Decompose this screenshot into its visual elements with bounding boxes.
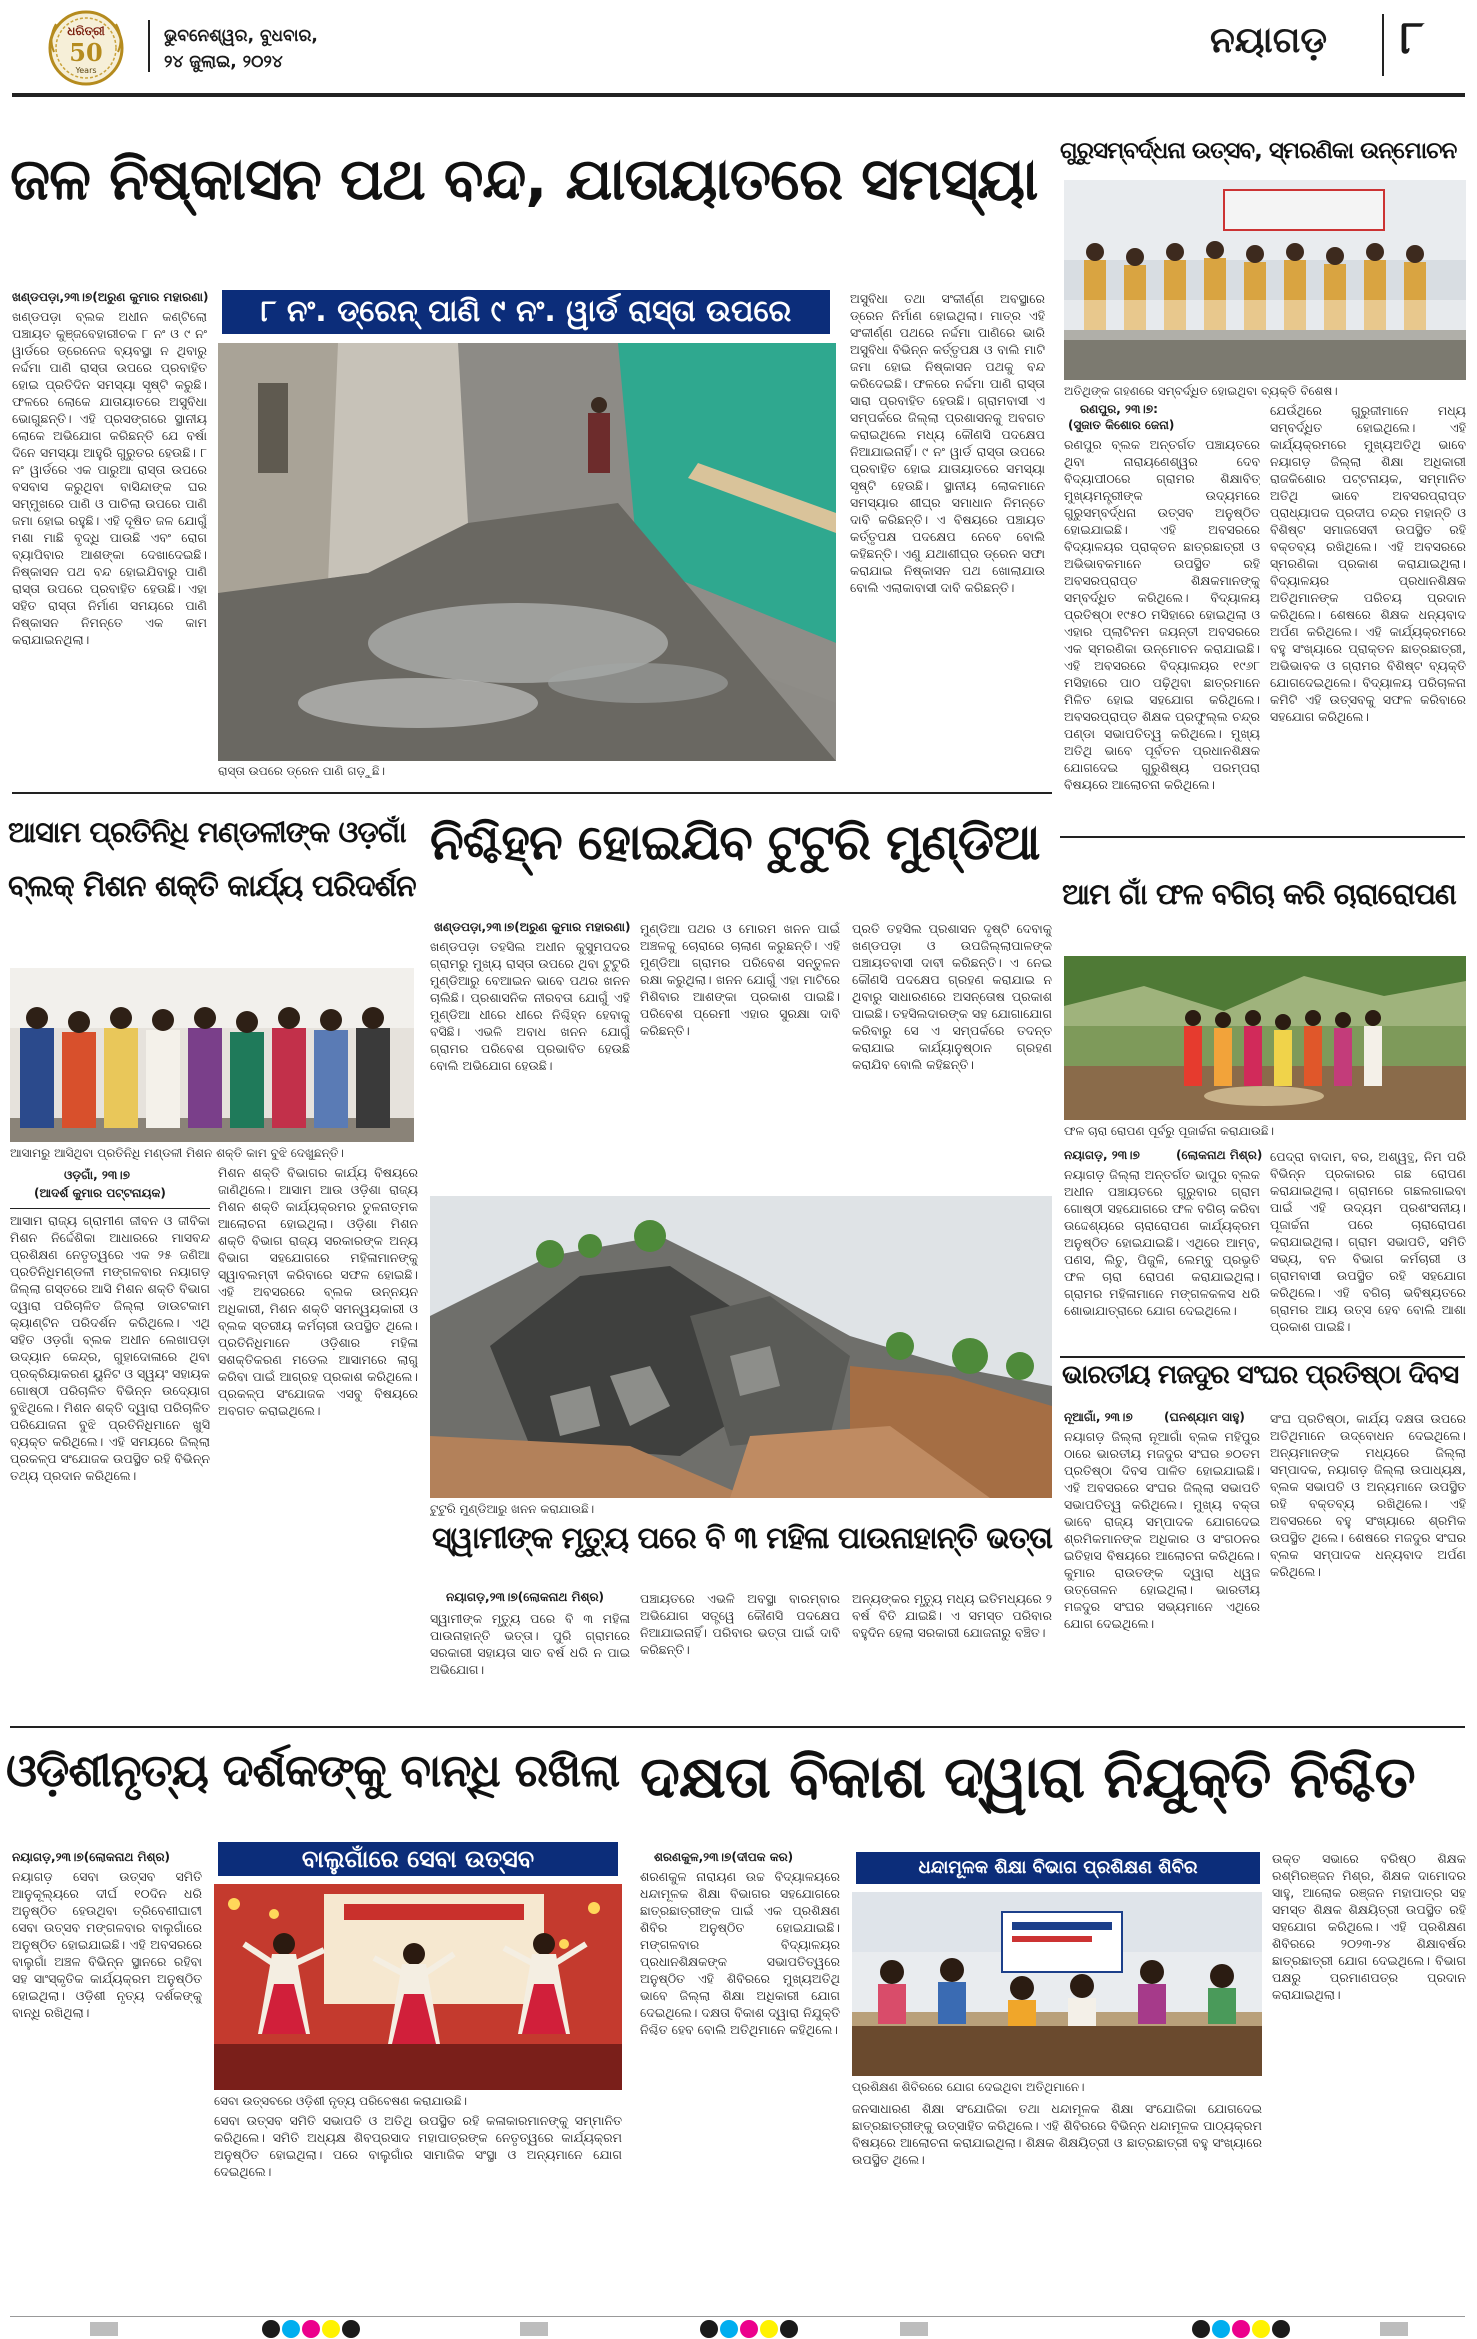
footer-grey-box-4 [1380,2322,1408,2336]
story7-headline: ସ୍ୱାମୀଙ୍କ ମୃତ୍ୟୁ ପରେ ବି ୩ ମହିଳା ପାଉନାହାନ୍ତି ଭତ୍ତା [432,1521,1053,1556]
story9-col1: ଶରଣକୁଳ ନାରାୟଣ ଉଚ୍ଚ ବିଦ୍ୟାଳୟରେ ଧନ୍ଦାମୂଳକ ଶିକ୍ଷା ବିଭାଗର ସହଯୋଗରେ ଛାତ୍ରଛାତ୍ରୀଙ୍କ ପାଇଁ ଏକ ପ୍ରଶିକ୍ଷଣ ଶିବିର ଅନୁଷ୍ଠିତ ହୋଇଯାଇଛି। ମଙ୍ଗଳବାର ବିଦ୍ୟାଳୟର ପ୍ରଧାନଶିକ୍ଷକଙ୍କ ସଭାପତିତ୍ୱରେ ଅନୁଷ୍ଠିତ ଏହି ଶିବିରରେ ମୁଖ୍ୟଅତିଥି ଭାବେ ଜିଲ୍ଲା ଶିକ୍ଷା ଅଧିକାରୀ ଯୋଗ ଦେଇଥିଲେ। ଦକ୍ଷତା ବିକାଶ ଦ୍ୱାରା ନିଯୁକ୍ତି ନିଶ୍ଚିତ ହେବ ବୋଲି ଅତିଥିମାନେ କହିଥିଲେ। [640,1869,840,2037]
story3-dateline: ଓଡ଼ଗାଁ, ୨୩।୭ [64,1168,131,1182]
story6-byline: (ଘନଶ୍ୟାମ ସାହୁ) [1164,1410,1245,1424]
story5-headline: ଆମ ଗାଁ ଫଳ ବଗିଚା କରି ଚାରାରୋପଣ [1062,877,1456,911]
reg-mark-black-2 [1272,2320,1290,2338]
story4-col2: ମୁଣ୍ଡିଆ ପଥର ଓ ମୋରମ ଖନନ ପାଇଁ ଅଞ୍ଚଳକୁ ଚୋରାରେ ଚାଲାଣ କରୁଛନ୍ତି। ଏହି ମୁଣ୍ଡିଆ ଗ୍ରାମର ପରିବେଶ ସନ୍ତୁଳନ ରକ୍ଷା କରୁଥିଲା। ଖନନ ଯୋଗୁଁ ଏହା ମାଟିରେ ମିଶିବାର ଆଶଙ୍କା ପ୍ରକାଶ ପାଇଛି। ପରିବେଶ ପ୍ରେମୀ ଏହାର ସୁରକ୍ଷା ଦାବି କରିଛନ୍ତି। [640,921,840,1038]
story2-photo-caption: ଅତିଥିଙ୍କ ଗହଣରେ ସମ୍ବର୍ଦ୍ଧିତ ହୋଇଥିବା ବ୍ୟକ୍ତି ବିଶେଷ। [1064,384,1338,398]
story5-dateline: ନୟାଗଡ଼, ୨୩।୭ [1064,1148,1140,1162]
story5-col1: ନୟାଗଡ଼ ଜିଲ୍ଲା ଅନ୍ତର୍ଗତ ଭାପୁର ବ୍ଲକ ଅଧୀନ ପଞ୍ଚାୟତରେ ଗୁରୁବାର ଗ୍ରାମ ଗୋଷ୍ଠୀ ସହଯୋଗରେ ଫଳ ବଗିଚା କରିବା ଉଦ୍ଦେଶ୍ୟରେ ଚାରାରୋପଣ କାର୍ଯ୍ୟକ୍ରମ ଅନୁଷ୍ଠିତ ହୋଇଯାଇଛି। ଏଥିରେ ଆମ୍ବ, ପଣସ, ଲିଚୁ, ପିଜୁଳି, ଲେମ୍ବୁ ପ୍ରଭୃତି ଫଳ ଚାରା ରୋପଣ କରାଯାଇଥିଲା। ଗ୍ରାମର ମହିଳାମାନେ ମଙ୍ଗଳକଳସ ଧରି ଶୋଭାଯାତ୍ରାରେ ଯୋଗ ଦେଇଥିଲେ। [1064,1167,1260,1318]
story8-dateline: ନୟାଗଡ଼,୨୩।୭(ଲୋକନାଥ ମିଶ୍ର) [12,1850,171,1864]
story2-headline: ଗୁରୁସମ୍ବର୍ଦ୍ଧନା ଉତ୍ସବ, ସ୍ମରଣିକା ଉନ୍ମୋଚନ [1060,138,1457,164]
registration-marks-center [700,2320,800,2338]
story3-headline-2: ବ୍ଲକ୍ ମିଶନ ଶକ୍ତି କାର୍ଯ୍ୟ ପରିଦର୍ଶନ [8,869,416,904]
story8-col2: ସେବା ଉତ୍ସବ ସମିତି ସଭାପତି ଓ ଅତିଥି ଉପସ୍ଥିତ ରହି କଳାକାରମାନଙ୍କୁ ସମ୍ମାନିତ କରିଥିଲେ। ସମିତି ଅଧ୍ୟକ୍ଷ ଶିବପ୍ରସାଦ ମହାପାତ୍ରଙ୍କ ନେତୃତ୍ୱରେ କାର୍ଯ୍ୟକ୍ରମ ଅନୁଷ୍ଠିତ ହୋଇଥିଲା। ପରେ ବାଲୁଗାଁର ସାମାଜିକ ସଂସ୍ଥା ଓ ଅନ୍ୟମାନେ ଯୋଗ ଦେଇଥିଲେ। [214,2113,622,2179]
story3-headline-1: ଆସାମ ପ୍ରତିନିଧି ମଣ୍ଡଳୀଙ୍କ ଓଡ଼ଗାଁ [8,815,406,849]
reg-mark-yellow [1252,2320,1270,2338]
reg-mark-magenta [302,2320,320,2338]
masthead-divider [148,20,150,72]
masthead-rule [12,93,1465,97]
story9-headline: ଦକ୍ଷତା ବିକାଶ ଦ୍ୱାରା ନିଯୁକ୍ତି ନିଶ୍ଚିତ [640,1743,1415,1811]
story6-col1: ନୟାଗଡ଼ ଜିଲ୍ଲା ନୂଆଗାଁ ବ୍ଲକ ମହିପୁର ଠାରେ ଭାରତୀୟ ମଜଦୁର ସଂଘର ୭୦ତମ ପ୍ରତିଷ୍ଠା ଦିବସ ପାଳିତ ହୋଇଯାଇଛି। ଏହି ଅବସରରେ ସଂଘର ଜିଲ୍ଲା ସଭାପତି ସଭାପତିତ୍ୱ କରିଥିଲେ। ମୁଖ୍ୟ ବକ୍ତା ଭାବେ ରାଜ୍ୟ ସମ୍ପାଦକ ଯୋଗଦେଇ ଶ୍ରମିକମାନଙ୍କ ଅଧିକାର ଓ ସଂଗଠନର ଇତିହାସ ବିଷୟରେ ଆଲୋଚନା କରିଥିଲେ। କୁମାର ରାଉତଙ୍କ ଦ୍ୱାରା ଧ୍ୱଜ ଉତ୍ତୋଳନ ହୋଇଥିଲା। ଭାରତୀୟ ମଜଦୁର ସଂଘର ସଭ୍ୟମାନେ ଏଥିରେ ଯୋଗ ଦେଇଥିଲେ। [1064,1429,1260,1631]
story2-col1: ରଣପୁର ବ୍ଲକ ଅନ୍ତର୍ଗତ ପଞ୍ଚାୟତରେ ଥିବା ନାରାୟଣେଶ୍ୱର ଦେବ ବିଦ୍ୟାପୀଠରେ ଗ୍ରାମର ଶିକ୍ଷାବିତ୍ ମୁଖ୍ୟମନ୍ତ୍ରୀଙ୍କ ଉଦ୍ୟମରେ ଗୁରୁସମ୍ବର୍ଦ୍ଧନା ଉତ୍ସବ ଅନୁଷ୍ଠିତ ହୋଇଯାଇଛି। ଏହି ଅବସରରେ ବିଦ୍ୟାଳୟର ପ୍ରାକ୍ତନ ଛାତ୍ରଛାତ୍ରୀ ଓ ଅଭିଭାବକମାନେ ଉପସ୍ଥିତ ରହି ଅବସରପ୍ରାପ୍ତ ଶିକ୍ଷକମାନଙ୍କୁ ସମ୍ବର୍ଦ୍ଧିତ କରିଥିଲେ। ବିଦ୍ୟାଳୟ ପ୍ରତିଷ୍ଠା ୧୯୫୦ ମସିହାରେ ହୋଇଥିଲା ଓ ଏହାର ପ୍ଲାଟିନମ ଜୟନ୍ତୀ ଅବସରରେ ଏକ ସ୍ମରଣିକା ଉନ୍ମୋଚନ କରାଯାଇଛି। ଏହି ଅବସରରେ ବିଦ୍ୟାଳୟର ୧୯୬୮ ମସିହାରେ ପାଠ ପଢ଼ିଥିବା ଛାତ୍ରମାନେ ମିଳିତ ହୋଇ ସହଯୋଗ କରିଥିଲେ। ଅବସରପ୍ରାପ୍ତ ଶିକ୍ଷକ ପ୍ରଫୁଲ୍ଲ ଚନ୍ଦ୍ର ପଣ୍ଡା ସଭାପତିତ୍ୱ କରିଥିଲେ। ମୁଖ୍ୟ ଅତିଥି ଭାବେ ପୂର୍ବତନ ପ୍ରଧାନଶିକ୍ଷକ ଯୋଗଦେଇ ଗୁରୁଶିଷ୍ୟ ପରମ୍ପରା ବିଷୟରେ ଆଲୋଚନା କରିଥିଲେ। [1064,437,1260,792]
registration-marks-right [1192,2320,1292,2338]
story3-col2: ମିଶନ ଶକ୍ତି ବିଭାଗର କାର୍ଯ୍ୟ ବିଷୟରେ ଜାଣିଥିଲେ। ଆସାମ ଆଉ ଓଡ଼ିଶା ରାଜ୍ୟ ମିଶନ ଶକ୍ତି କାର୍ଯ୍ୟକ୍ରମର ତୁଳନାତ୍ମକ ଆଲୋଚନା ହୋଇଥିଲା। ଓଡ଼ିଶା ମିଶନ ଶକ୍ତି ବିଭାଗ ରାଜ୍ୟ ସରକାରଙ୍କ ଅନ୍ୟ ବିଭାଗ ସହଯୋଗରେ ମହିଳାମାନଙ୍କୁ ସ୍ୱାବଲମ୍ବୀ କରିବାରେ ସଫଳ ହୋଇଛି। ଏହି ଅବସରରେ ବ୍ଲକ ଉନ୍ନୟନ ଅଧିକାରୀ, ମିଶନ ଶକ୍ତି ସମନ୍ୱୟକାରୀ ଓ ବ୍ଲକ ସ୍ତରୀୟ କର୍ମଚାରୀ ଉପସ୍ଥିତ ଥିଲେ। ପ୍ରତିନିଧିମାନେ ଓଡ଼ିଶାର ମହିଳା ସଶକ୍ତିକରଣ ମଡେଲ ଆସାମରେ ଲାଗୁ କରିବା ପାଇଁ ଆଗ୍ରହ ପ୍ରକାଶ କରିଥିଲେ। ପ୍ରକଳ୍ପ ସଂଯୋଜକ ଏସବୁ ବିଷୟରେ ଅବଗତ କରାଇଥିଲେ। [218,1165,418,1418]
story1-photo [218,343,836,761]
story3-rule [10,1208,210,1209]
story9-photo [852,1892,1262,2076]
reg-mark-black [1192,2320,1210,2338]
section-name: ନୟାଗଡ଼ [1210,20,1328,61]
story4-headline: ନିଶ୍ଚିହ୍ନ ହୋଇଯିବ ଟୁଟୁରି ମୁଣ୍ଡିଆ [430,814,1040,871]
story9-col2: ଜନସାଧାରଣ ଶିକ୍ଷା ସଂଯୋଜିକା ତଥା ଧନ୍ଦାମୂଳକ ଶିକ୍ଷା ସଂଯୋଜିକା ଯୋଗଦେଇ ଛାତ୍ରଛାତ୍ରୀଙ୍କୁ ଉତ୍ସାହିତ କରିଥିଲେ। ଏହି ଶିବିରରେ ବିଭିନ୍ନ ଧନ୍ଦାମୂଳକ ପାଠ୍ୟକ୍ରମ ବିଷୟରେ ଆଲୋଚନା କରାଯାଇଥିଲା। ଶିକ୍ଷକ ଶିକ୍ଷୟିତ୍ରୀ ଓ ଛାତ୍ରଛାତ୍ରୀ ବହୁ ସଂଖ୍ୟାରେ ଉପସ୍ଥିତ ଥିଲେ। [852,2101,1262,2167]
logo-number: 50 [69,38,103,67]
story3-byline: (ଆଦର୍ଶ କୁମାର ପଟ୍ଟନାୟକ) [34,1186,166,1200]
reg-mark-black [700,2320,718,2338]
footer-rule [10,2316,1465,2317]
date-line-2: ୨୪ ଜୁଲାଇ, ୨୦୨୪ [164,52,283,72]
story9-col3: ଉକ୍ତ ସଭାରେ ବରିଷ୍ଠ ଶିକ୍ଷକ ରଶ୍ମିରଞ୍ଜନ ମିଶ୍ର, ଶିକ୍ଷକ ଦାମୋଦର ସାହୁ, ଆଲୋକ ରଞ୍ଜନ ମହାପାତ୍ର ସହ ସମସ୍ତ ଶିକ୍ଷକ ଶିକ୍ଷୟିତ୍ରୀ ଉପସ୍ଥିତ ରହି ସହଯୋଗ କରିଥିଲେ। ଏହି ପ୍ରଶିକ୍ଷଣ ଶିବିରରେ ୨୦୨୩-୨୪ ଶିକ୍ଷାବର୍ଷର ଛାତ୍ରଛାତ୍ରୀ ଯୋଗ ଦେଇଥିଲେ। ବିଭାଗ ପକ୍ଷରୁ ପ୍ରମାଣପତ୍ର ପ୍ରଦାନ କରାଯାଇଥିଲା। [1272,1851,1466,2002]
story1-col2: ଅସୁବିଧା ତଥା ସଂକୀର୍ଣ୍ଣ ଅବସ୍ଥାରେ ଡ୍ରେନ ନିର୍ମାଣ ହୋଇଥିଲା। ମାତ୍ର ଏହି ସଂକୀର୍ଣ୍ଣ ପଥରେ ନର୍ଦ୍ଦମା ପାଣିରେ ଭାରି ଅସୁବିଧା ବିଭିନ୍ନ କର୍ତ୍ତୃପକ୍ଷ ଓ ବାଲି ମାଟି ଜମା ହୋଇ ନିଷ୍କାସନ ପଥକୁ ବନ୍ଦ କରିଦେଇଛି। ଫଳରେ ନର୍ଦ୍ଦମା ପାଣି ରାସ୍ତା ସାରା ପ୍ରବାହିତ ହେଉଛି। ଗ୍ରାମବାସୀ ଏ ସମ୍ପର୍କରେ ଜିଲ୍ଲା ପ୍ରଶାସନକୁ ଅବଗତ କରାଇଥିଲେ ମଧ୍ୟ କୌଣସି ପଦକ୍ଷେପ ନିଆଯାଇନାହିଁ। ୯ ନଂ ୱାର୍ଡ ରାସ୍ତା ଉପରେ ପ୍ରବାହିତ ହୋଇ ଯାତାୟାତରେ ସମସ୍ୟା ସୃଷ୍ଟି ହେଉଛି। ସ୍ଥାନୀୟ ଲୋକମାନେ ସମସ୍ୟାର ଶୀଘ୍ର ସମାଧାନ ନିମନ୍ତେ ଦାବି କରିଛନ୍ତି। ଏ ବିଷୟରେ ପଞ୍ଚାୟତ କର୍ତ୍ତୃପକ୍ଷ ପଦକ୍ଷେପ ନେବେ ବୋଲି କହିଛନ୍ତି। ଏଣୁ ଯଥାଶୀଘ୍ର ଡ୍ରେନ ସଫା କରାଯାଇ ନିଷ୍କାସନ ପଥ ଖୋଲାଯାଉ ବୋଲି ଏଲାକାବାସୀ ଦାବି କରିଛନ୍ତି। [850,291,1045,595]
story1-col1: ଖଣ୍ଡପଡ଼ା ବ୍ଲକ ଅଧୀନ କଣ୍ଟିଲୋ ପଞ୍ଚାୟତ କୁଞ୍ଜବେହାରୀଚକ ୮ ନଂ ଓ ୯ ନଂ ୱାର୍ଡରେ ଡ୍ରେନେଜ ବ୍ୟବସ୍ଥା ନ ଥିବାରୁ ନର୍ଦ୍ଦମା ପାଣି ରାସ୍ତା ଉପରେ ପ୍ରବାହିତ ହୋଇ ପ୍ରତିଦିନ ସମସ୍ୟା ସୃଷ୍ଟି କରୁଛି। ଫଳରେ ଲୋକେ ଯାତାୟାତରେ ଅସୁବିଧା ଭୋଗୁଛନ୍ତି। ଏହି ପ୍ରସଙ୍ଗରେ ସ୍ଥାନୀୟ ଲୋକେ ଅଭିଯୋଗ କରିଛନ୍ତି ଯେ ବର୍ଷା ଦିନେ ସମସ୍ୟା ଆହୁରି ଗୁରୁତର ହେଉଛି। ୮ ନଂ ୱାର୍ଡରେ ଏକ ପାରୁଆ ରାସ୍ତା ଉପରେ ବସବାସ କରୁଥିବା ବାସିନ୍ଦାଙ୍କ ଘର ସମ୍ମୁଖରେ ପାଣି ଓ ପାଚିଲା ଉପରେ ପାଣି ଜମା ହୋଇ ରହୁଛି। ଏହି ଦୂଷିତ ଜଳ ଯୋଗୁଁ ମଶା ମାଛି ବୃଦ୍ଧି ପାଉଛି ଏବଂ ରୋଗ ବ୍ୟାପିବାର ଆଶଙ୍କା ଦେଖାଦେଇଛି। ନିଷ୍କାସନ ପଥ ବନ୍ଦ ହୋଇଯିବାରୁ ପାଣି ରାସ୍ତା ଉପରେ ପ୍ରବାହିତ ହେଉଛି। ଏହା ସହିତ ରାସ୍ତା ନିର୍ମାଣ ସମୟରେ ପାଣି ନିଷ୍କାସନ ନିମନ୍ତେ ଏକ କାମ କରାଯାଇନଥିଲା। [12,309,207,647]
registration-marks-left [262,2320,362,2338]
reg-mark-black [262,2320,280,2338]
story8-photo-banner: ବାଲୁଗାଁରେ ସେବା ଉତ୍ସବ [218,1842,618,1876]
story2-col2: ଯେଉଁଥିରେ ଗୁରୁଜୀମାନେ ମଧ୍ୟ ସମ୍ବର୍ଦ୍ଧିତ ହୋଇଥିଲେ। ଏହି କାର୍ଯ୍ୟକ୍ରମରେ ମୁଖ୍ୟଅତିଥି ଭାବେ ନୟାଗଡ଼ ଜିଲ୍ଲା ଶିକ୍ଷା ଅଧିକାରୀ ରାଜକିଶୋର ପଟ୍ଟନାୟକ, ସମ୍ମାନିତ ଅତିଥି ଭାବେ ଅବସରପ୍ରାପ୍ତ ପ୍ରାଧ୍ୟାପକ ପ୍ରଦୀପ ଚନ୍ଦ୍ର ମହାନ୍ତି ଓ ବିଶିଷ୍ଟ ସମାଜସେବୀ ଉପସ୍ଥିତ ରହି ବକ୍ତବ୍ୟ ରଖିଥିଲେ। ଏହି ଅବସରରେ ସ୍ମରଣିକା ପ୍ରକାଶ କରାଯାଇଥିଲା। ବିଦ୍ୟାଳୟର ପ୍ରଧାନଶିକ୍ଷକ ଅତିଥିମାନଙ୍କ ପରିଚୟ ପ୍ରଦାନ କରିଥିଲେ। ଶେଷରେ ଶିକ୍ଷକ ଧନ୍ୟବାଦ ଅର୍ପଣ କରିଥିଲେ। ଏହି କାର୍ଯ୍ୟକ୍ରମରେ ବହୁ ସଂଖ୍ୟାରେ ପ୍ରାକ୍ତନ ଛାତ୍ରଛାତ୍ରୀ, ଅଭିଭାବକ ଓ ଗ୍ରାମର ବିଶିଷ୍ଟ ବ୍ୟକ୍ତି ଯୋଗଦେଇଥିଲେ। ବିଦ୍ୟାଳୟ ପରିଚାଳନା କମିଟି ଏହି ଉତ୍ସବକୁ ସଫଳ କରିବାରେ ସହଯୋଗ କରିଥିଲେ। [1270,403,1466,724]
story5-photo-caption: ଫଳ ଚାରା ରୋପଣ ପୂର୍ବରୁ ପୂଜାର୍ଚ୍ଚନା କରାଯାଉଛି। [1064,1124,1274,1138]
story8-col1: ନୟାଗଡ଼ ସେବା ଉତ୍ସବ ସମିତି ଆନୁକୂଲ୍ୟରେ ଦୀର୍ଘ ୧୦ଦିନ ଧରି ଅନୁଷ୍ଠିତ ହେଉଥିବା ତ୍ରିବେଣୀଘାଟୀ ସେବା ଉତ୍ସବ ମଙ୍ଗଳବାର ବାଲୁଗାଁରେ ଅନୁଷ୍ଠିତ ହୋଇଯାଇଛି। ଏହି ଅବସରରେ ବାଲୁଗାଁ ଅଞ୍ଚଳ ବିଭିନ୍ନ ସ୍ଥାନରେ ରହିବା ସହ ସାଂସ୍କୃତିକ କାର୍ଯ୍ୟକ୍ରମ ଅନୁଷ୍ଠିତ ହୋଇଥିଲା। ଓଡ଼ିଶୀ ନୃତ୍ୟ ଦର୍ଶକଙ୍କୁ ବାନ୍ଧି ରଖିଥିଲା। [12,1869,202,2020]
story8-photo-caption: ସେବା ଉତ୍ସବରେ ଓଡ଼ିଶୀ ନୃତ୍ୟ ପରିବେଷଣ କରାଯାଉଛି। [214,2094,467,2108]
rule-row2 [10,1726,1465,1728]
reg-mark-magenta [740,2320,758,2338]
story4-photo-caption: ଟୁଟୁରି ମୁଣ୍ଡିଆରୁ ଖନନ କରାଯାଉଛି। [430,1502,595,1516]
footer-grey-box-2 [520,2322,548,2336]
masthead [0,0,1477,95]
reg-mark-cyan [720,2320,738,2338]
story7-col1: ସ୍ୱାମୀଙ୍କ ମୃତ୍ୟୁ ପରେ ବି ୩ ମହିଳା ପାଉନାହାନ୍ତି ଭତ୍ତା। ପୁରି ଗ୍ରାମରେ ସରକାରୀ ସହାୟତା ସାତ ବର୍ଷ ଧରି ନ ପାଇ ଅଭିଯୋଗ। [430,1611,630,1677]
story6-col2: ସଂଘ ପ୍ରତିଷ୍ଠା, କାର୍ଯ୍ୟ ଦକ୍ଷତା ଉପରେ ଅତିଥିମାନେ ଉଦ୍‌ବୋଧନ ଦେଇଥିଲେ। ଅନ୍ୟମାନଙ୍କ ମଧ୍ୟରେ ଜିଲ୍ଲା ସମ୍ପାଦକ, ନୟାଗଡ଼ ଜିଲ୍ଲା ଉପାଧ୍ୟକ୍ଷ, ବ୍ଲକ ସଭାପତି ଓ ଅନ୍ୟମାନେ ଉପସ୍ଥିତ ରହି ବକ୍ତବ୍ୟ ରଖିଥିଲେ। ଏହି ଅବସରରେ ବହୁ ସଂଖ୍ୟାରେ ଶ୍ରମିକ ଉପସ୍ଥିତ ଥିଲେ। ଶେଷରେ ମଜଦୁର ସଂଘର ବ୍ଲକ ସମ୍ପାଦକ ଧନ୍ୟବାଦ ଅର୍ପଣ କରିଥିଲେ। [1270,1411,1466,1579]
story8-photo [214,1884,622,2090]
page-number: ୮ [1400,10,1425,64]
story9-dateline: ଶରଣକୁଳ,୨୩।୭(ଦୀପକ କର) [654,1850,794,1864]
logo-sub: Years [75,66,97,75]
story6-dateline: ନୂଆଗାଁ, ୨୩।୭ [1064,1410,1133,1424]
story4-col1: ଖଣ୍ଡପଡ଼ା ତହସିଲ ଅଧୀନ କୁସୁମପଦର ଗ୍ରାମରୁ ମୁଖ୍ୟ ରାସ୍ତା ଉପରେ ଥିବା ଟୁଟୁରି ମୁଣ୍ଡିଆରୁ ବେଆଇନ ଭାବେ ପଥର ଖନନ ଚାଲିଛି। ପ୍ରଶାସନିକ ନୀରବତା ଯୋଗୁଁ ଏହି ମୁଣ୍ଡିଆ ଧୀରେ ଧୀରେ ନିଶ୍ଚିହ୍ନ ହେବାକୁ ବସିଛି। ଏଭଳି ଅବାଧ ଖନନ ଯୋଗୁଁ ଗ୍ରାମର ପରିବେଶ ପ୍ରଭାବିତ ହେଉଛି ବୋଲି ଅଭିଯୋଗ ହେଉଛି। [430,939,630,1073]
reg-mark-yellow [760,2320,778,2338]
story4-dateline: ଖଣ୍ଡପଡ଼ା,୨୩।୭(ଅରୁଣ କୁମାର ମହାରଣା) [434,920,631,934]
rule-right2 [1060,1356,1465,1358]
story7-dateline: ନୟାଗଡ଼,୨୩।୭(ଲୋକନାଥ ମିଶ୍ର) [446,1590,605,1604]
story1-photo-banner: ୮ ନଂ. ଡ୍ରେନ୍ ପାଣି ୯ ନଂ. ୱାର୍ଡ ରାସ୍ତା ଉପରେ [222,290,830,334]
reg-mark-black-2 [780,2320,798,2338]
story3-col1: ଆସାମ ରାଜ୍ୟ ଗ୍ରାମୀଣ ଜୀବନ ଓ ଜୀବିକା ମିଶନ ନିର୍ଦ୍ଦେଶିକା ଆଧାରରେ ମାସବନ୍ଦ ପ୍ରଶିକ୍ଷଣ ନେତୃତ୍ୱରେ ଏକ ୨୫ ଜଣିଆ ପ୍ରତିନିଧିମଣ୍ଡଳୀ ମଙ୍ଗଳବାର ନୟାଗଡ଼ ଜିଲ୍ଲା ଗସ୍ତରେ ଆସି ମିଶନ ଶକ୍ତି ବିଭାଗ ଦ୍ୱାରା ପରିଚାଳିତ ଜିଲ୍ଲା ଡାଉଟକାମ କ୍ୟାଣ୍ଟିନ ପରିଦର୍ଶନ କରିଥିଲେ। ଏଥି ସହିତ ଓଡ଼ଗାଁ ବ୍ଲକ ଅଧୀନ ଲେଖାପଡ଼ା ଉଦ୍ୟାନ କେନ୍ଦ୍ର, ଗୁହାଦୋଳାରେ ଥିବା ପ୍ରକ୍ରିୟାକରଣ ୟୁନିଟ ଓ ସ୍ୱୟଂ ସହାୟକ ଗୋଷ୍ଠୀ ପରିଚାଳିତ ବିଭିନ୍ନ ଉଦ୍ୟୋଗ ବୁଝିଥିଲେ। ମିଶନ ଶକ୍ତି ଦ୍ୱାରା ପରିଚାଳିତ ପରିଯୋଜନା ବୁଝି ପ୍ରତିନିଧିମାନେ ଖୁସି ବ୍ୟକ୍ତ କରିଥିଲେ। ଏହି ସମୟରେ ଜିଲ୍ଲା ପ୍ରକଳ୍ପ ସଂଯୋଜକ ଉପସ୍ଥିତ ରହି ବିଭିନ୍ନ ତଥ୍ୟ ପ୍ରଦାନ କରିଥିଲେ। [10,1213,210,1483]
story9-photo-caption: ପ୍ରଶିକ୍ଷଣ ଶିବିରରେ ଯୋଗ ଦେଇଥିବା ଅତିଥିମାନେ। [852,2080,1085,2094]
story6-headline: ଭାରତୀୟ ମଜଦୁର ସଂଘର ପ୍ରତିଷ୍ଠା ଦିବସ [1062,1360,1459,1390]
reg-mark-yellow [322,2320,340,2338]
rule-row1 [12,792,1052,794]
footer-grey-box-1 [90,2322,118,2336]
date-line-1: ଭୁବନେଶ୍ୱର, ବୁଧବାର, [164,26,318,46]
story1-headline: ଜଳ ନିଷ୍କାସନ ପଥ ବନ୍ଦ, ଯାତାୟାତରେ ସମସ୍ୟା [10,145,1038,213]
reg-mark-cyan [1212,2320,1230,2338]
story5-col2: ପେଦ୍ରା ବାଦାମ, ବର, ଅଶ୍ୱତ୍ଥ, ନିମ ପରି ବିଭିନ୍ନ ପ୍ରକାରର ଗଛ ରୋପଣ କରାଯାଇଥିଲା। ଗ୍ରାମରେ ଗଛଲଗାଇବା ପାଇଁ ଏହି ଉଦ୍ୟମ ପ୍ରଶଂସନୀୟ। ପୂଜାର୍ଚ୍ଚନା ପରେ ଚାରାରୋପଣ କରାଯାଇଥିଲା। ଗ୍ରାମ ସଭାପତି, ସମିତି ସଭ୍ୟ, ବନ ବିଭାଗ କର୍ମଚାରୀ ଓ ଗ୍ରାମବାସୀ ଉପସ୍ଥିତ ରହି ସହଯୋଗ କରିଥିଲେ। ଏହି ବଗିଚା ଭବିଷ୍ୟତରେ ଗ୍ରାମର ଆୟ ଉତ୍ସ ହେବ ବୋଲି ଆଶା ପ୍ରକାଶ ପାଇଛି। [1270,1149,1466,1334]
logo-title: ଧରିତ୍ରୀ [67,24,105,38]
story1-photo-caption: ରାସ୍ତା ଉପରେ ଡ୍ରେନ ପାଣି ଗଡ଼ୁଛି। [218,764,386,778]
story7-col2: ପଞ୍ଚାୟତରେ ଏଭଳି ଅବସ୍ଥା ବାରମ୍ବାର ଅଭିଯୋଗ ସତ୍ତ୍ୱେ କୌଣସି ପଦକ୍ଷେପ ନିଆଯାଇନାହିଁ। ପରିବାର ଭତ୍ତା ପାଇଁ ଦାବି କରିଛନ୍ତି। [640,1591,840,1657]
story3-photo-caption: ଆସାମରୁ ଆସିଥିବା ପ୍ରତିନିଧି ମଣ୍ଡଳୀ ମିଶନ ଶକ୍ତି କାମ ବୁଝି ଦେଖୁଛନ୍ତି। [10,1146,344,1160]
story2-dateline: ରଣପୁର, ୨୩।୭: [1080,402,1158,416]
footer-grey-box-3 [900,2322,928,2336]
story5-photo [1064,956,1466,1120]
section-divider [1382,14,1384,76]
story2-photo [1064,180,1466,380]
story2-byline: (ସୁଜାତ କିଶୋର ଜେନା) [1068,418,1175,432]
reg-mark-black-2 [342,2320,360,2338]
story7-col3: ଅନ୍ୟଙ୍କର ମୃତ୍ୟୁ ମଧ୍ୟ ଇତିମଧ୍ୟରେ ୨ ବର୍ଷ ବିତି ଯାଇଛି। ଏ ସମସ୍ତ ପରିବାର ବହୁଦିନ ହେଲା ସରକାରୀ ଯୋଜନାରୁ ବଞ୍ଚିତ। [852,1591,1052,1640]
rule-right1 [1060,836,1465,838]
story1-dateline: ଖଣ୍ଡପଡ଼ା,୨୩।୭(ଅରୁଣ କୁମାର ମହାରଣା) [12,290,209,304]
story3-photo [10,968,414,1142]
story5-byline: (ଲୋକନାଥ ମିଶ୍ର) [1176,1148,1263,1162]
story4-photo [430,1196,1052,1498]
story4-col3: ପ୍ରତି ତହସିଲ ପ୍ରଶାସନ ଦୃଷ୍ଟି ଦେବାକୁ ଖଣ୍ଡପଡ଼ା ଓ ଉପଜିଲ୍ଲାପାଳଙ୍କ ପଞ୍ଚାୟତବାସୀ ଦାବୀ କରିଛନ୍ତି। ଏ ନେଇ କୌଣସି ପଦକ୍ଷେପ ଗ୍ରହଣ କରାଯାଇ ନ ଥିବାରୁ ସାଧାରଣରେ ଅସନ୍ତୋଷ ପ୍ରକାଶ ପାଇଛି। ତହସିଲଦାରଙ୍କ ସହ ଯୋଗାଯୋଗ କରିବାରୁ ସେ ଏ ସମ୍ପର୍କରେ ତଦନ୍ତ କରାଯାଇ କାର୍ଯ୍ୟାନୁଷ୍ଠାନ ଗ୍ରହଣ କରାଯିବ ବୋଲି କହିଛନ୍ତି। [852,921,1052,1072]
reg-mark-magenta [1232,2320,1250,2338]
reg-mark-cyan [282,2320,300,2338]
story9-photo-banner: ଧନ୍ଦାମୂଳକ ଶିକ୍ଷା ବିଭାଗ ପ୍ରଶିକ୍ଷଣ ଶିବିର [856,1852,1260,1884]
story8-headline: ଓଡ଼ିଶୀନୃତ୍ୟ ଦର୍ଶକଙ୍କୁ ବାନ୍ଧି ରଖିଲା [6,1744,620,1797]
anniversary-logo [40,8,132,88]
